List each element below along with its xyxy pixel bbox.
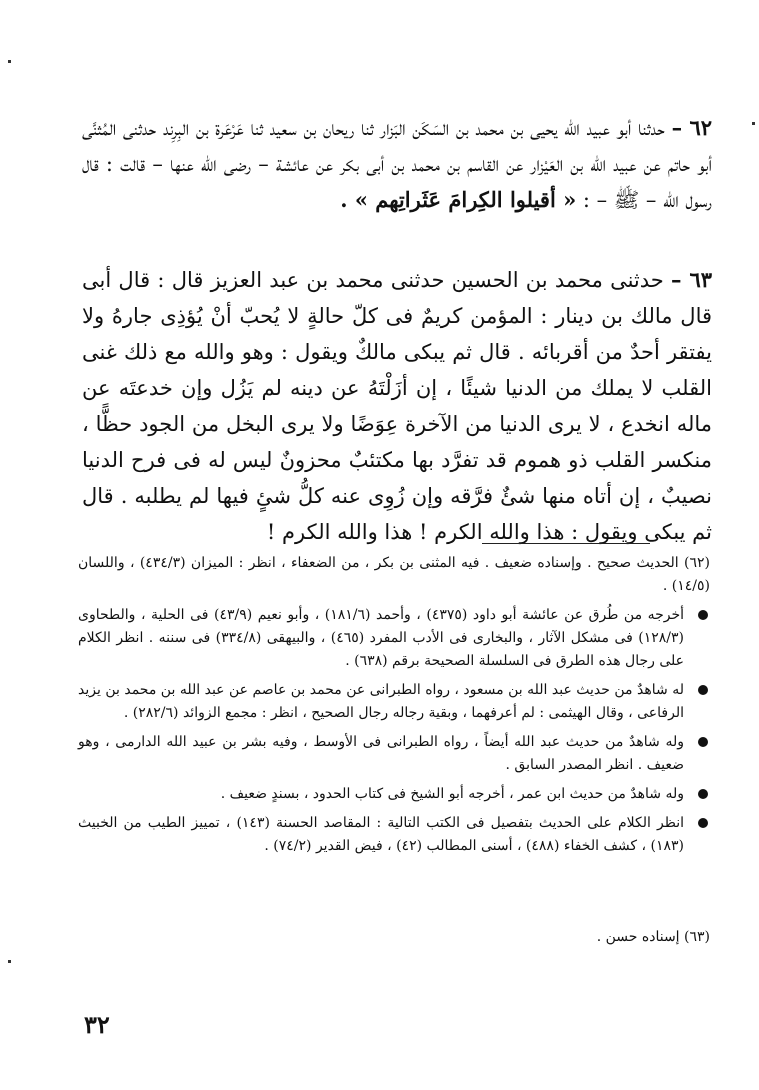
footnote-bullet: انظر الكلام على الحديث بتفصيل فى الكتب التالية : المقاصد الحسنة (١٤٣) ، تمييز الطيب من الخبيث (١٨٣) ، كشف الخفاء (٤٨٨) ، أسنى المطالب (٤٢) ، فيض القدير (٧٤/٢) . [78,812,688,858]
bullet-dot-icon [698,685,708,695]
hadith-62 [82,110,712,218]
scan-mark [8,960,11,963]
hadith-63 [82,262,712,550]
footnote-62-bullets [78,604,688,864]
footnote-62-text: (٦٢) الحديث صحيح . وإسناده ضعيف . فيه المثنى بن بكر ، من الضعفاء ، انظر : الميزان (٤٣٤/٣) ، واللسان (١٤/٥) . [78,555,710,594]
footnote-bullet: وله شاهدٌ من حديث عبد الله أيضاً ، رواه الطبرانى فى الأوسط ، وفيه بشر بن عبيد الله الدارمى ، وهو ضعيف . انظر المصدر السابق . [78,731,688,777]
bullet-dot-icon [698,737,708,747]
footnote-63 [78,926,710,949]
hadith-62-number: ٦٢ – [671,115,713,140]
bullet-dot-icon [698,818,708,828]
hadith-62-quote: « أقيلوا الكِرامَ عَثَراتِهم » . [340,187,577,212]
footnote-bullet: وله شاهدٌ من حديث ابن عمر ، أخرجه أبو الشيخ فى كتاب الحدود ، بسندٍ ضعيف . [78,783,688,806]
footnote-63-text: (٦٣) إسناده حسن . [596,929,710,945]
hadith-63-text: حدثنى محمد بن الحسين حدثنى محمد بن عبد العزيز قال : قال أبى قال مالك بن دينار : المؤمن كريمٌ فى كلّ حالةٍ لا يُحبّ أنْ يُؤذِى جارهُ ولا يفتقر أحدٌ من أقربائه . قال ثم يبكى مالكٌ ويقول : وهو والله مع ذلك غنى القلب لا يملك من الدنيا شيئًا ، إن أزَلْتَهُ عن دينه لم يَزُل وإن خدعتَه عن ماله انخدع ، لا يرى الدنيا من الآخرة عِوَضًا ولا يرى البخل من الجود حظًّا ، منكسر القلب ذو هموم قد تفرَّد بها مكتئبٌ محزونٌ ليس له فى فرح الدنيا نصيبٌ ، إن أتاه منها شئٌ فرَّقه وإن زُوِى عنه كلُّ شئٍ فيها لم يطلبه . قال ثم يبكى ويقول : هذا والله الكرم ! هذا والله الكرم ! [82,268,712,544]
footnote-62 [78,552,710,598]
footnote-bullet: أخرجه من طُرق عن عائشة أبو داود (٤٣٧٥) ، وأحمد (١٨١/٦) ، وأبو نعيم (٤٣/٩) فى الحلية ، والطحاوى (١٢٨/٣) فى مشكل الآثار ، والبخارى فى الأدب المفرد (٤٦٥) ، والبيهقى (٣٣٤/٨) فى سننه . انظر الكلام على رجال هذه الطرق فى السلسلة الصحيحة برقم (٦٣٨) . [78,604,688,673]
hadith-63-number: ٦٣ – [671,267,712,292]
hadith-62-text: حدثنا أبو عبيد الله يحيى بن محمد بن السَكَن البَزار ثنا ريحان بن سعيد ثنا عَرْعَرة بن البِرِند حدثنى المُثنَّى أبو حاتم عن عبيد الله بن العَيْزار عن القاسم بن محمد بن أبى بكر عن عائشة – رضى الله عنها – قالت : قال رسول الله – ﷺ – : [82,116,712,212]
bullet-dot-icon [698,789,708,799]
scan-mark [752,122,755,125]
page-number: ٣٢ [84,1010,110,1039]
bullet-dot-icon [698,610,708,620]
footnote-divider [482,543,650,544]
scan-mark [8,60,11,63]
footnote-bullet: له شاهدٌ من حديث عبد الله بن مسعود ، رواه الطبرانى عن محمد بن عاصم عن عبد الله بن محمد بن يزيد الرفاعى ، وقال الهيثمى : لم أعرفهما ، وبقية رجاله رجال الصحيح ، انظر : مجمع الزوائد (٢٨٢/٦) . [78,679,688,725]
